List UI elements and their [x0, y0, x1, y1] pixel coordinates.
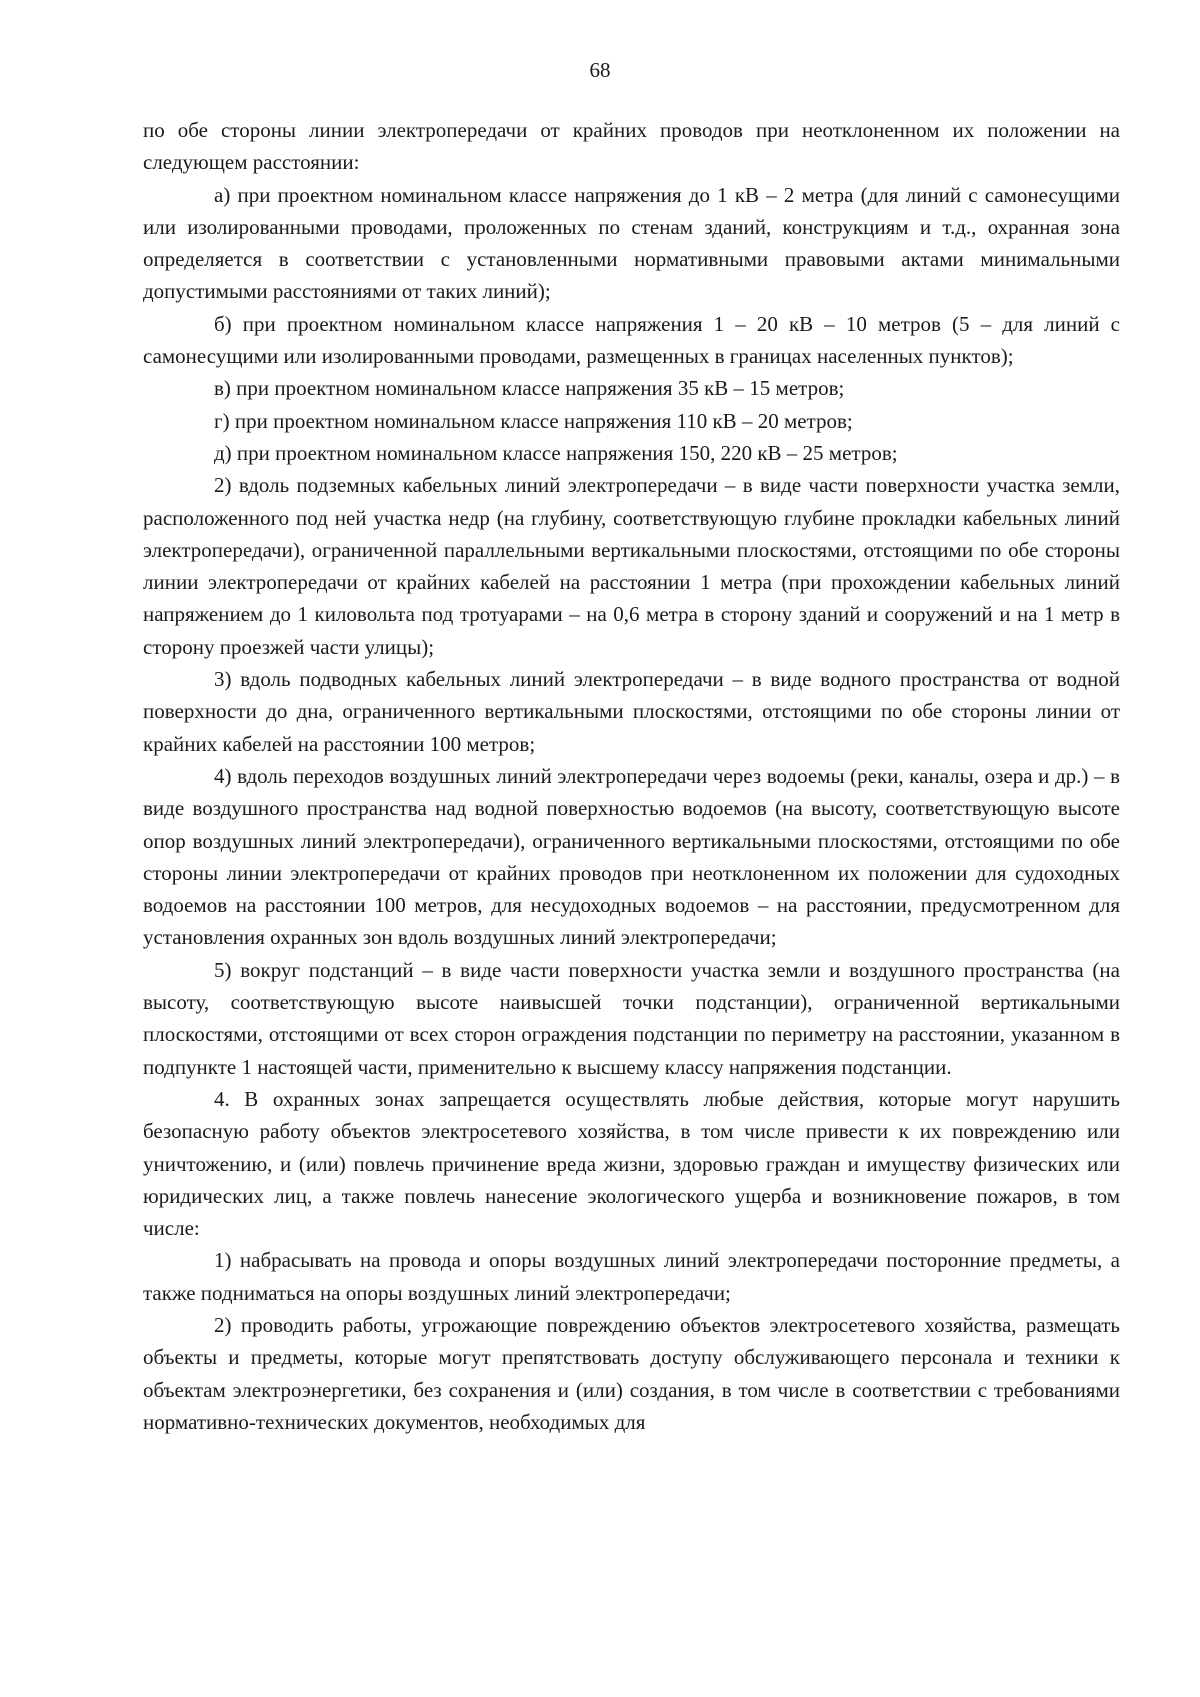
paragraph-subitem-2: 2) проводить работы, угрожающие повреждению объектов электросетевого хозяйства, размещать объекты и предметы, которые могут препятствовать доступу обслуживающего персонала и техники к объектам электроэнергетики, без сохранения и (или) создания, в том числе в соответствии с требованиями нормативно-технических документов, необходимых для	[143, 1312, 1120, 1434]
page-number: 68	[589, 58, 611, 82]
paragraph-section-4: 4. В охранных зонах запрещается осуществлять любые действия, которые могут нарушить безопасную работу объектов электросетевого хозяйства, в том числе привести к их повреждению или уничтожению, и (или) повлечь причинение вреда жизни, здоровью граждан и имуществу физических или юридических лиц, а также повлечь нанесение экологического ущерба и возникновение пожаров, в том числе:	[143, 1086, 1120, 1241]
paragraph-item-g: г) при проектном номинальном классе напряжения 110 кВ – 20 метров;	[214, 408, 853, 433]
document-body	[143, 114, 1120, 1438]
paragraph-item-2: 2) вдоль подземных кабельных линий электропередачи – в виде части поверхности участка земли, расположенного под ней участка недр (на глубину, соответствующую глубине прокладки кабельных линий электропередачи), ограниченной параллельными вертикальными плоскостями, отстоящими по обе стороны линии электропередачи от крайних кабелей на расстоянии 1 метра (при прохождении кабельных линий напряжением до 1 киловольта под тротуарами – на 0,6 метра в сторону зданий и сооружений и на 1 метр в сторону проезжей части улицы);	[143, 473, 1120, 659]
paragraph-item-v: в) при проектном номинальном классе напряжения 35 кВ – 15 метров;	[214, 376, 845, 401]
paragraph-item-b: б) при проектном номинальном классе напряжения 1 – 20 кВ – 10 метров (5 – для линий с самонесущими или изолированными проводами, размещенных в границах населенных пунктов);	[143, 311, 1120, 369]
paragraph-subitem-1: 1) набрасывать на провода и опоры воздушных линий электропередачи посторонние предметы, а также подниматься на опоры воздушных линий электропередачи;	[143, 1248, 1120, 1305]
paragraph-item-3: 3) вдоль подводных кабельных линий электропередачи – в виде водного пространства от водной поверхности до дна, ограниченного вертикальными плоскостями, отстоящими по обе стороны линии от крайних кабелей на расстоянии 100 метров;	[143, 667, 1120, 756]
paragraph-item-a: а) при проектном номинальном классе напряжения до 1 кВ – 2 метра (для линий с самонесущими или изолированными проводами, проложенных по стенам зданий, конструкциям и т.д., охранная зона определяется в соответствии с установленными нормативными правовыми актами минимальными допустимыми расстояниями от таких линий);	[143, 182, 1120, 304]
paragraph-continuation: по обе стороны линии электропередачи от крайних проводов при неотклоненном их положении на следующем расстоянии:	[143, 118, 1120, 175]
paragraph-item-d: д) при проектном номинальном классе напряжения 150, 220 кВ – 25 метров;	[214, 440, 898, 465]
paragraph-item-4: 4) вдоль переходов воздушных линий электропередачи через водоемы (реки, каналы, озера и др.) – в виде воздушного пространства над водной поверхностью водоемов (на высоту, соответствующую высоте опор воздушных линий электропередачи), ограниченного вертикальными плоскостями, отстоящими по обе стороны линии электропередачи от крайних проводов при неотклоненном их положении для судоходных водоемов на расстоянии 100 метров, для несудоходных водоемов – на расстоянии, предусмотренном для установления охранных зон вдоль воздушных линий электропередачи;	[143, 763, 1120, 950]
paragraph-item-5: 5) вокруг подстанций – в виде части поверхности участка земли и воздушного пространства (на высоту, соответствующую высоте наивысшей точки подстанции), ограниченной вертикальными плоскостями, отстоящими от всех сторон ограждения подстанции по периметру на расстоянии, указанном в подпункте 1 настоящей части, применительно к высшему классу напряжения подстанции.	[143, 957, 1120, 1079]
